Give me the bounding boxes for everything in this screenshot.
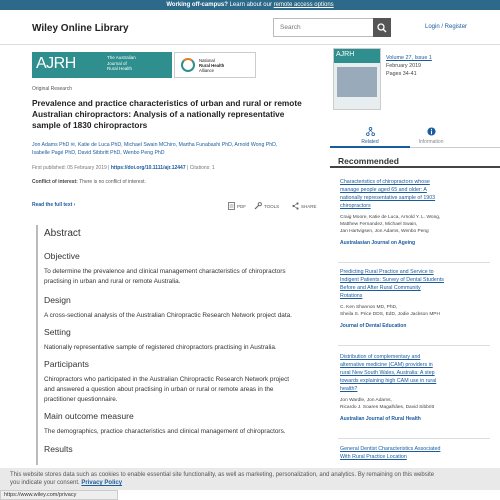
divider	[338, 345, 490, 346]
search-icon	[377, 23, 387, 33]
journal-name-line: The Australian	[107, 55, 136, 60]
search-box	[273, 18, 391, 37]
status-bar-url: https://www.wiley.com/privacy	[0, 490, 118, 500]
title-line: General Dentist Characteristics Associated	[340, 446, 441, 452]
results-heading: Results	[44, 444, 73, 454]
journal-banner[interactable]	[32, 52, 256, 78]
paragraph-line: To determine the prevalence and clinical management characteristics of chiropractors	[44, 268, 286, 275]
authors-line: Matthew Fernandez, Michael Swain,	[340, 222, 418, 227]
partner-name	[199, 58, 224, 73]
recommendation-authors	[340, 304, 488, 318]
doi-link[interactable]: https://doi.org/10.1111/ajr.12447	[110, 165, 186, 171]
cover-band	[334, 49, 380, 63]
cookie-text-2	[10, 479, 490, 487]
sidebar	[330, 48, 500, 468]
privacy-policy-link[interactable]: Privacy Policy	[81, 480, 123, 486]
recommendation-item[interactable]	[340, 178, 488, 246]
wrench-icon	[254, 202, 262, 210]
remote-access-link[interactable]: remote access options	[273, 2, 334, 8]
participants-text	[44, 375, 316, 405]
topbar-text: Learn about our	[229, 2, 272, 8]
authors-line: Sheila S. Price DDS, EdD, Jodie Jackson MPH	[340, 312, 440, 317]
tab-label: Related	[361, 139, 379, 145]
tools-button[interactable]	[254, 202, 279, 210]
paragraph-line: and answered a question about practising in urban or rural or remote areas in the	[44, 386, 274, 393]
issue-info	[386, 54, 432, 78]
authors-line: Jon Wardle, Jon Adams,	[340, 398, 392, 403]
share-icon	[292, 202, 299, 210]
title-line: Distribution of complementary and	[340, 354, 421, 360]
issue-cover[interactable]	[333, 48, 381, 110]
abstract-heading: Abstract	[44, 228, 81, 239]
author-line[interactable]: Jon Adams PhD ✉, Katie de Luca PhD, Michael Swain MChiro, Martha Funabashi PhD, Arnold Wong PhD,	[32, 142, 278, 148]
remote-access-bar	[0, 0, 500, 10]
citation-count[interactable]: Citations: 1	[189, 165, 215, 171]
recommendation-authors	[340, 397, 488, 411]
setting-text: Nationally representative sample of registered chiropractors practising in Australia.	[44, 344, 277, 351]
share-label: SHARE	[301, 203, 317, 209]
recommendation-title[interactable]	[340, 353, 488, 393]
design-heading: Design	[44, 295, 71, 305]
info-icon	[427, 127, 436, 136]
coi-text: There is no conflict of interest.	[79, 179, 146, 185]
publication-info: First published: 05 February 2019 | https://doi.org/10.1111/ajr.12447 | Citations: 1	[32, 165, 215, 171]
pdf-icon	[228, 202, 235, 210]
recommendation-journal[interactable]: Journal of Dental Education	[340, 323, 407, 329]
share-button[interactable]	[292, 202, 317, 210]
recommended-header	[330, 153, 500, 168]
recommendation-item[interactable]	[340, 445, 488, 461]
volume-link[interactable]: Volume 27, Issue 1	[386, 55, 432, 61]
tab-label: Information	[418, 139, 444, 145]
author-line[interactable]: Isabelle Pagé PhD, David Sibbritt PhD, Wenbo Peng PhD	[32, 150, 165, 156]
recommendation-title[interactable]	[340, 268, 488, 300]
tab-information[interactable]	[391, 124, 471, 148]
ajrh-letters: AJRH	[36, 55, 76, 72]
ajrh-logo[interactable]	[32, 52, 172, 78]
divider	[338, 438, 490, 439]
authors-line: Ricardo J. Soares Magalhães, David Sibbritt	[340, 405, 435, 410]
cookie-banner	[0, 468, 500, 490]
authors-line: Craig Moore, Katie de Luca, Arnold Y. L. Wong,	[340, 215, 441, 220]
author-list	[32, 141, 307, 157]
conflict-of-interest	[32, 179, 146, 185]
login-register-link[interactable]: Login / Register	[425, 24, 468, 30]
title-line: alternative medicine (CAM) providers in	[340, 362, 433, 368]
coi-label: Conflict of interest:	[32, 179, 78, 185]
paragraph-line: practitioner questionnaire.	[44, 396, 118, 403]
recommendation-authors	[340, 214, 488, 235]
cookie-consent-text: you indicate your consent.	[10, 480, 80, 486]
partner-name-line: Alliance	[199, 68, 215, 73]
article-type: Original Research	[32, 86, 73, 92]
outcome-text: The demographics, practice characteristics and clinical management of chiropractors.	[44, 428, 286, 435]
partner-name-line: Rural Health	[199, 63, 225, 68]
recommended-heading: Recommended	[338, 156, 399, 166]
page-range: Pages 34-41	[386, 71, 417, 77]
tools-label: TOOLS	[264, 203, 280, 209]
objective-heading: Objective	[44, 251, 80, 261]
title-line: Characteristics of chiropractors whose	[340, 179, 430, 185]
article-title: Prevalence and practice characteristics of urban and rural or remote Australian chiropractors: Analysis of a nationally representative sample of 1830 chiropractors	[32, 98, 302, 130]
paragraph-line: practising in urban and rural or remote Australia.	[44, 278, 181, 285]
pdf-label: PDF	[237, 203, 246, 209]
paragraph-line: Chiropractors who participated in the Australian Chiropractic Research Network project	[44, 376, 290, 383]
article-actions	[32, 202, 320, 212]
journal-name-line: Rural Health	[107, 66, 133, 71]
title-line: Indigent Patients: Survey of Dental Students	[340, 277, 444, 283]
site-header	[0, 10, 500, 45]
cookie-text: This website stores data such as cookies to enable essential site functionality, as well as marketing, personalization, and analytics. By remaining on this website	[10, 472, 435, 478]
divider	[338, 262, 490, 263]
recommendation-journal[interactable]: Australian Journal of Rural Health	[340, 416, 421, 422]
issue-date: February 2019	[386, 63, 422, 69]
authors-line: Jan Hartvigsen, Jon Adams, Wenbo Peng	[340, 229, 429, 234]
setting-heading: Setting	[44, 327, 71, 337]
outcome-heading: Main outcome measure	[44, 411, 134, 421]
title-line: Before and After Rural Community	[340, 285, 421, 291]
participants-heading: Participants	[44, 359, 89, 369]
recommendation-item[interactable]	[340, 268, 488, 329]
partner-logo[interactable]	[174, 52, 256, 78]
abstract-section	[36, 225, 320, 465]
related-icon	[366, 127, 375, 136]
recommendation-title[interactable]	[340, 445, 488, 461]
objective-text	[44, 267, 316, 287]
title-line: health?	[340, 386, 358, 392]
title-line: nationally representative sample of 1903	[340, 195, 436, 201]
title-line: towards explaining high CAM use in rural	[340, 378, 437, 384]
recommendation-journal[interactable]: Australasian Journal on Ageing	[340, 240, 416, 246]
partner-logo-icon	[181, 58, 195, 72]
recommendation-item[interactable]	[340, 353, 488, 422]
topbar-bold: Working off-campus?	[166, 2, 228, 8]
published-date: First published: 05 February 2019	[32, 165, 107, 171]
wiley-logo[interactable]: Wiley Online Library	[32, 23, 129, 34]
sidebar-tabs	[330, 124, 500, 148]
title-line: chiropractors	[340, 203, 371, 209]
pdf-button[interactable]	[228, 202, 246, 210]
authors-line: C. Ken Shannon MD, PhD,	[340, 305, 398, 310]
cover-image	[337, 67, 377, 97]
recommendation-title[interactable]	[340, 178, 488, 210]
journal-name-line: Journal of	[107, 60, 127, 66]
title-line: With Rural Practice Location	[340, 454, 407, 460]
title-line: rural New South Wales, Australia: A step	[340, 370, 435, 376]
cover-title: AJRH	[336, 51, 355, 58]
design-text: A cross-sectional analysis of the Australian Chiropractic Research Network project data.	[44, 312, 292, 319]
partner-name-line: National	[199, 58, 215, 63]
search-button[interactable]	[373, 18, 391, 37]
title-line: manage people aged 65 and older: A	[340, 187, 427, 193]
title-line: Rotations	[340, 293, 363, 299]
title-line: Predicting Rural Practice and Service to	[340, 269, 434, 275]
search-input[interactable]	[274, 19, 374, 36]
journal-name	[107, 55, 167, 72]
read-full-text-link[interactable]: Read the full text ›	[32, 202, 76, 208]
